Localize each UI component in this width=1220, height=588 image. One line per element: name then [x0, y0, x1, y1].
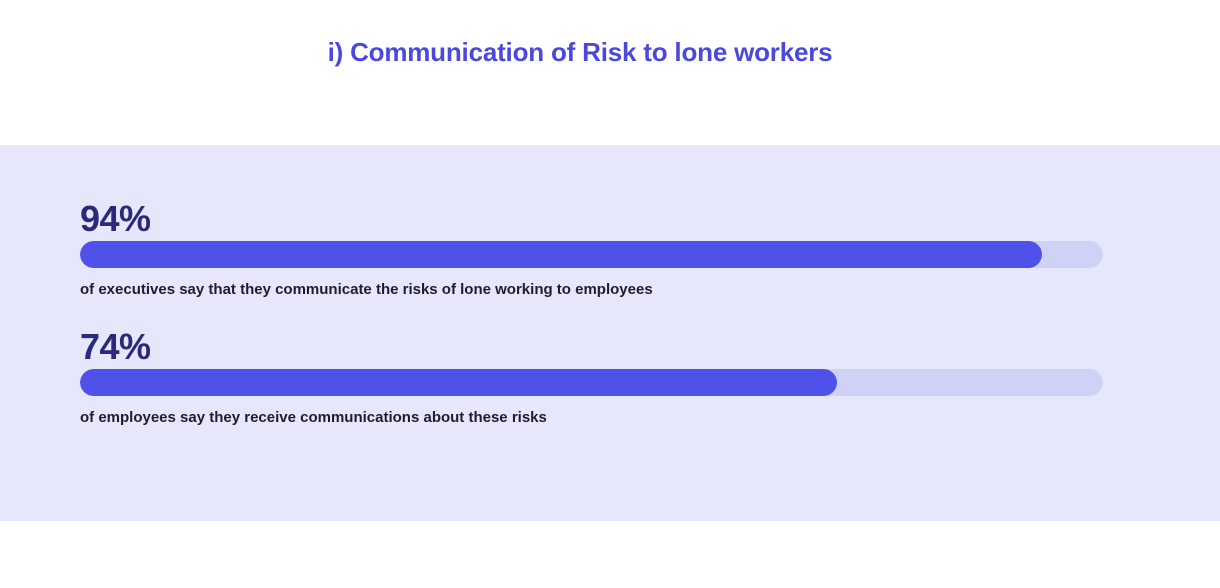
- percent-value-employees: 74%: [80, 326, 151, 368]
- progress-bar-track-employees: [80, 369, 1103, 396]
- stat-caption-employees: of employees say they receive communications about these risks: [80, 409, 547, 427]
- percent-value-executives: 94%: [80, 198, 151, 239]
- stat-caption-executives: of executives say that they communicate the risks of lone working to employees: [80, 281, 653, 298]
- header: [0, 0, 1220, 145]
- progress-bar-track-executives: [80, 241, 1103, 268]
- stat-row-executives: [80, 198, 1103, 298]
- stat-row-employees: [80, 326, 1103, 427]
- progress-bar-fill-employees: [80, 369, 837, 396]
- chart-title: i) Communication of Risk to lone workers: [327, 37, 833, 67]
- stats-panel: [0, 145, 1220, 521]
- progress-bar-fill-executives: [80, 241, 1042, 268]
- footer-space: [0, 521, 1220, 588]
